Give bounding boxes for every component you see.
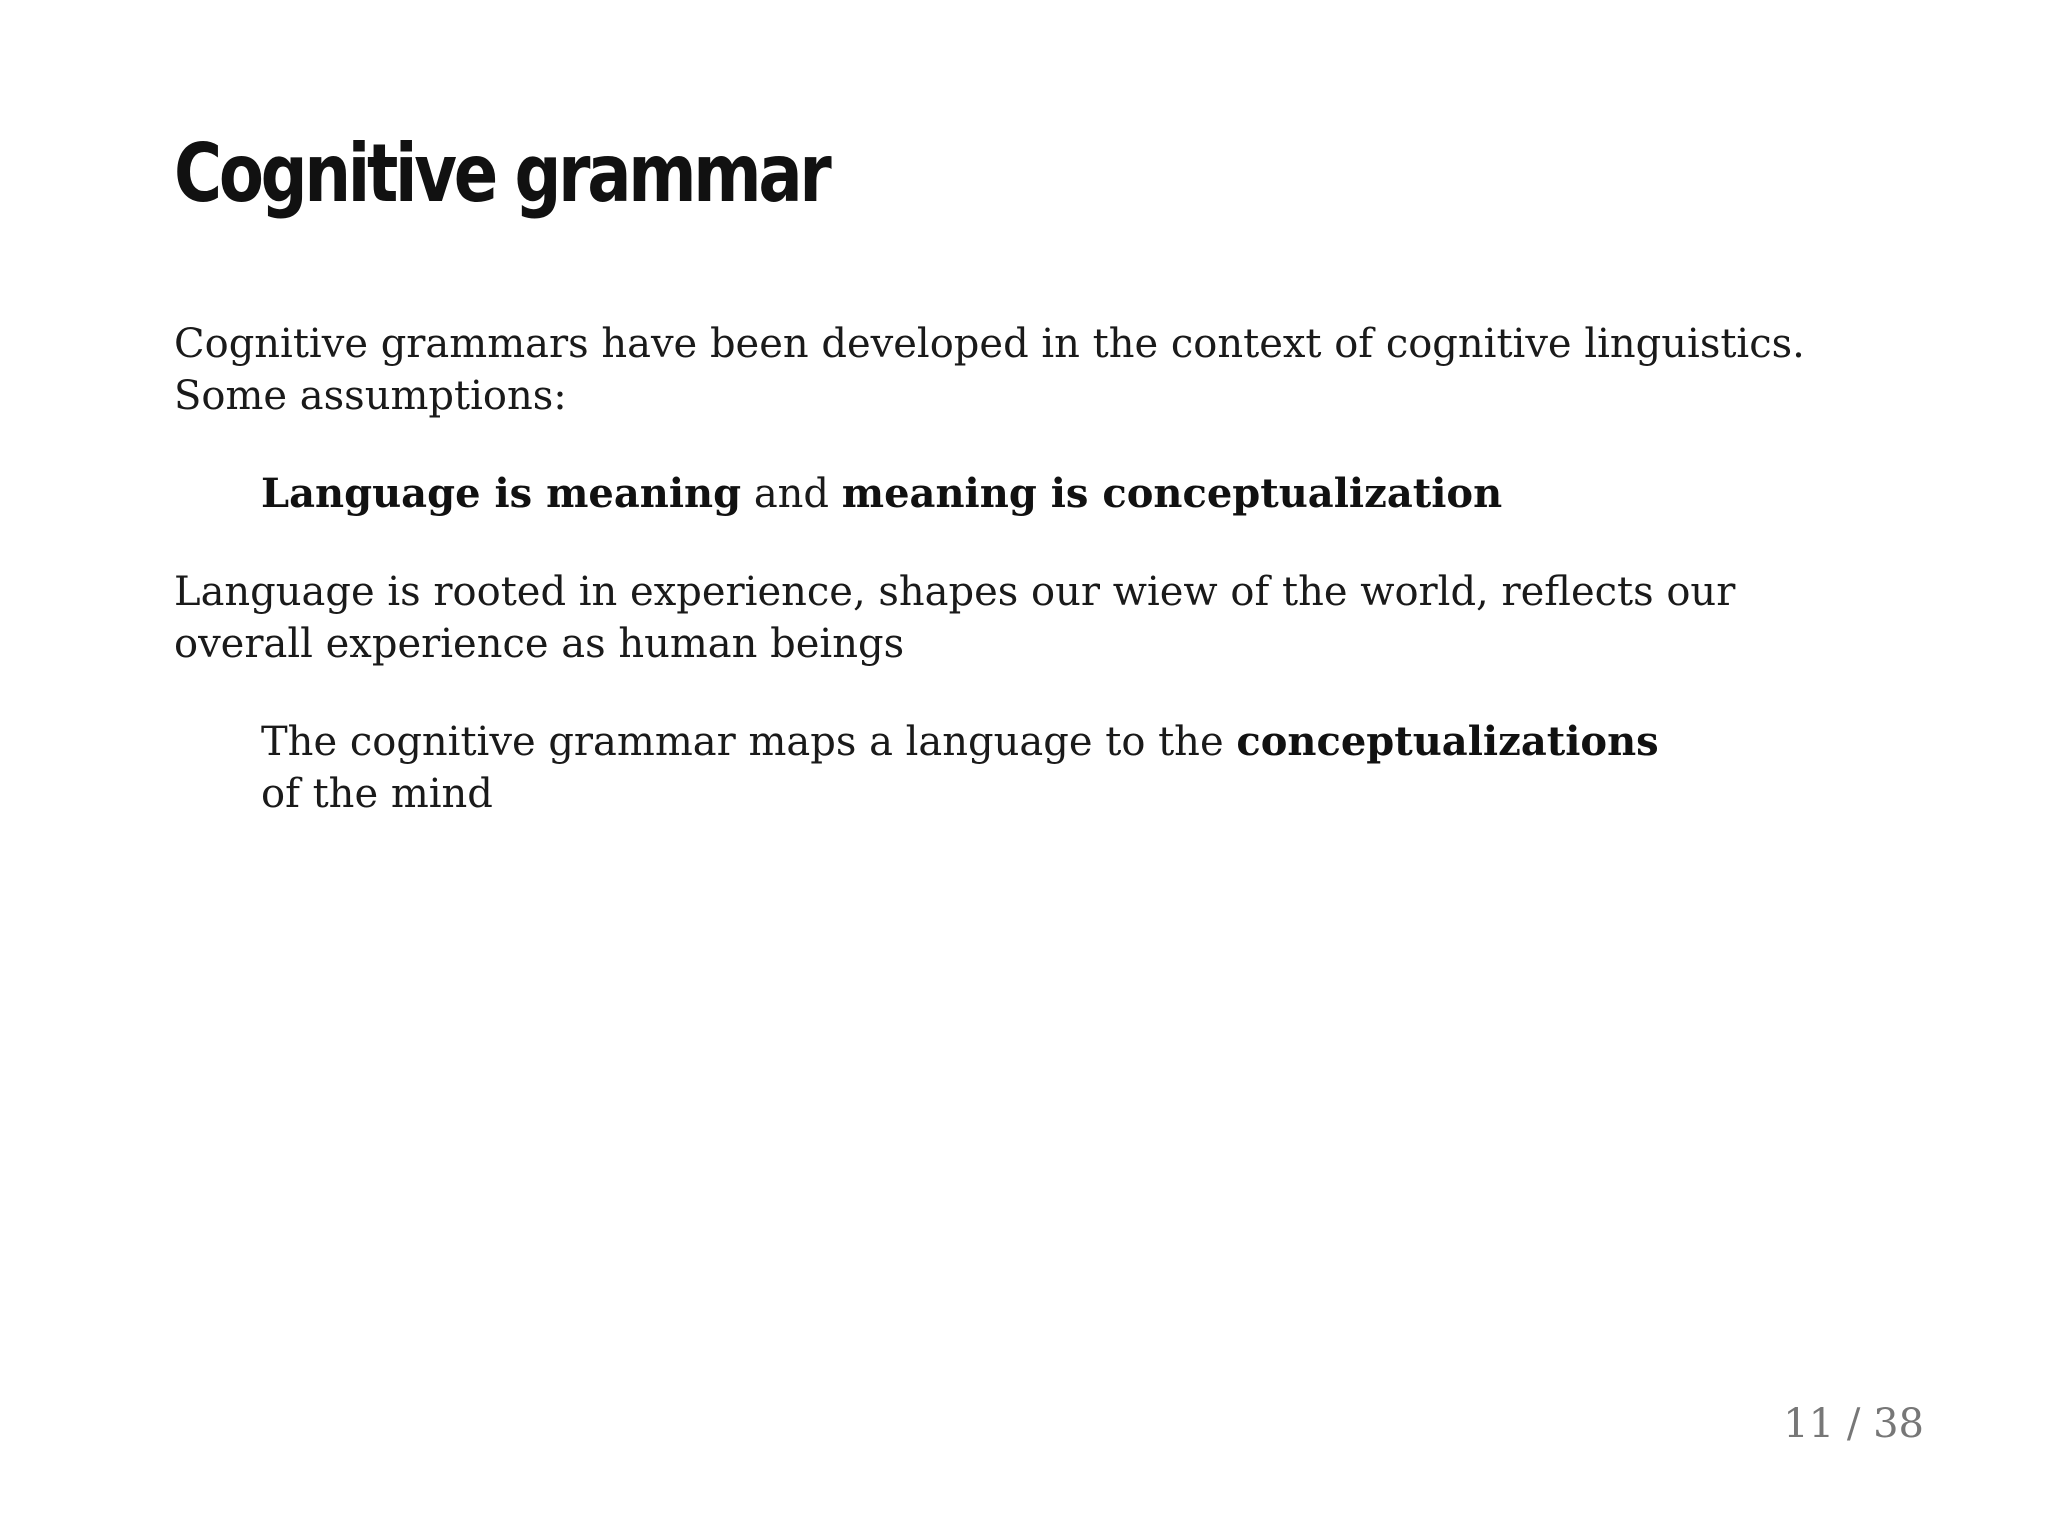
page-current: 11 <box>1783 1401 1835 1447</box>
assumption-quote-2 <box>261 716 1691 820</box>
page-total: 38 <box>1873 1401 1924 1447</box>
slide-content <box>174 318 1805 820</box>
paragraph-intro: Cognitive grammars have been developed in the context of cognitive linguistics. Some assumptions: <box>174 321 1805 419</box>
quote-2-text-before: The cognitive grammar maps a language to the <box>261 719 1237 765</box>
page-separator: / <box>1834 1401 1874 1447</box>
page-counter <box>1783 1398 1924 1450</box>
quote-2-text-after: of the mind <box>261 771 493 817</box>
assumption-quote-1 <box>261 468 1774 520</box>
bold-conceptualizations: conceptualizations <box>1236 718 1659 765</box>
paragraph-experience: Language is rooted in experience, shapes our wiew of the world, reflects our overall experience as human beings <box>174 569 1736 667</box>
bold-language-is-meaning: Language is meaning <box>261 470 742 517</box>
bold-meaning-is-conceptualization: meaning is conceptualization <box>841 470 1503 517</box>
quote-connector: and <box>741 471 842 517</box>
slide-title: Cognitive grammar <box>174 127 829 220</box>
